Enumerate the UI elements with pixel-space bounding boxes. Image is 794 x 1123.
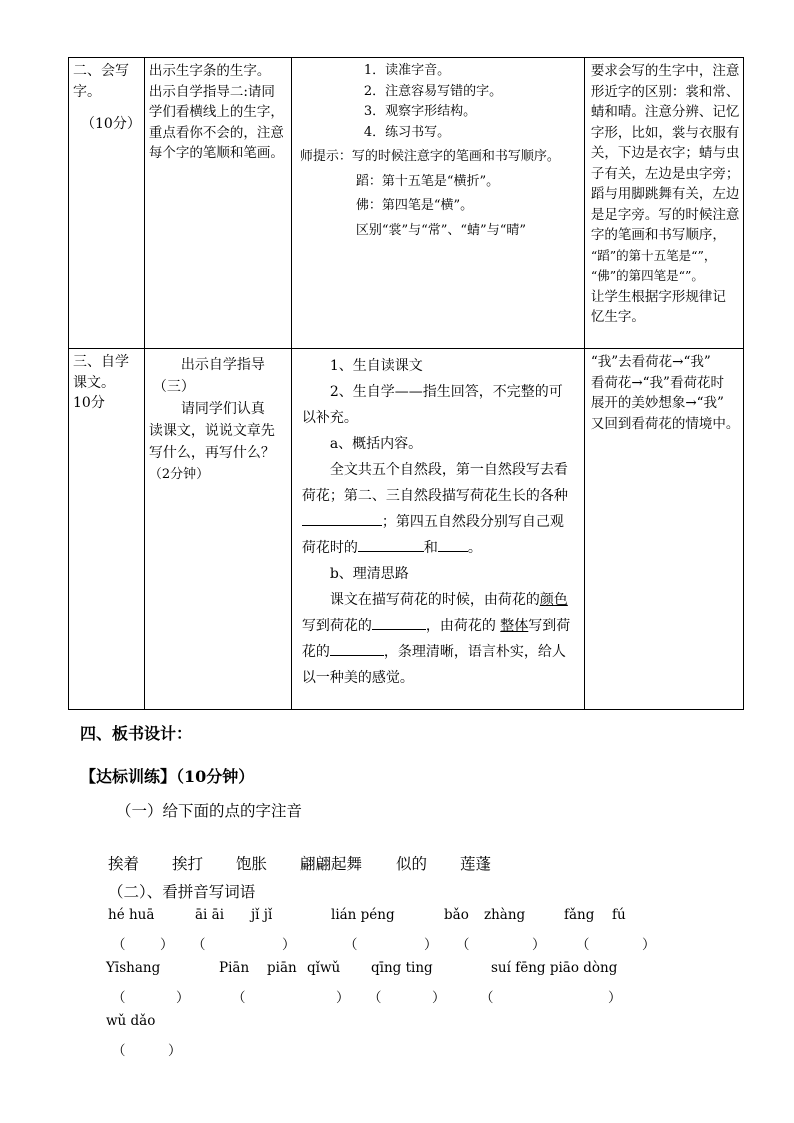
- answer-close: ）: [160, 937, 174, 953]
- fill-blank[interactable]: [358, 537, 424, 552]
- step-time: （10分）: [81, 116, 141, 132]
- text-line: 让学生根据字形规律记: [590, 288, 726, 305]
- activity-cell: [291, 58, 584, 349]
- detail-line: 蹈：第十五笔是“横折”。: [355, 173, 500, 189]
- text-line: 学们看横线上的生字，: [148, 104, 284, 120]
- text-span: ，由荷花的: [425, 618, 501, 634]
- step-item: 3．观察字形结构。: [363, 104, 477, 119]
- fill-blank[interactable]: [302, 511, 382, 526]
- pinyin: zhàng: [484, 907, 526, 923]
- word-item: 饱胀: [236, 855, 268, 873]
- text-line: 读课文，说说文章先: [148, 423, 275, 439]
- answer-open: （: [232, 990, 246, 1006]
- pinyin: hé huā: [108, 907, 155, 923]
- answer-open: （: [368, 990, 382, 1006]
- text-line: 形近字的区别：裳和常、: [590, 83, 740, 100]
- text-line: 2、生自学——指生回答，不完整的可以补充。: [301, 384, 563, 426]
- step-title: 三、自学: [73, 354, 129, 370]
- pinyin: fú: [612, 907, 626, 923]
- answer-close: ）: [424, 937, 438, 953]
- answer-open: （: [192, 937, 206, 953]
- text-line: “佛”的第四笔是“”。: [590, 268, 704, 283]
- activity-cell: [291, 349, 584, 710]
- answer-close: ）: [642, 937, 656, 953]
- step-item: 2．注意容易写错的字。: [363, 83, 503, 99]
- text-line: 要求会写的生字中，注意: [590, 63, 740, 79]
- fill-blank[interactable]: [438, 537, 468, 552]
- text-line: 每个字的笔顺和笔画。: [148, 145, 284, 161]
- lesson-table: [68, 57, 744, 710]
- step-title: 二、会写: [73, 63, 129, 79]
- pinyin: jǐ jǐ: [251, 907, 273, 923]
- text-line: 请同学们认真: [180, 401, 265, 417]
- text-span: ；第四五自然段分别写自己观荷花时的: [301, 514, 564, 556]
- text-line: 出示生字条的生字。: [148, 63, 271, 79]
- text-line: 出示自学指导: [180, 357, 265, 373]
- table-row: [69, 349, 744, 710]
- text-line: 是足字旁。写的时候注意: [590, 206, 740, 223]
- word-item: 似的: [396, 855, 428, 873]
- text-line: 子有关，左边是虫字旁；: [590, 165, 740, 182]
- section-title: 四、板书设计：: [80, 724, 193, 743]
- answer-open: （: [112, 937, 126, 953]
- notes-cell: [584, 349, 743, 710]
- notes-cell: [584, 58, 743, 349]
- detail-line: 佛：第四笔是“横”。: [355, 198, 474, 213]
- answer-close: ）: [432, 990, 446, 1006]
- pinyin: Piān: [219, 960, 250, 976]
- answer-open: （: [576, 937, 590, 953]
- text-span: 和: [423, 540, 438, 556]
- answer-open: （: [112, 990, 126, 1006]
- pinyin: bǎo: [444, 907, 469, 923]
- text-line: （2分钟）: [148, 467, 210, 482]
- text-line: 出示自学指导二:请同: [148, 83, 275, 100]
- text-line: “蹈”的第十五笔是“”，: [590, 247, 717, 263]
- question-title: （二）、看拼音写词语: [108, 883, 256, 901]
- teacher-cell: [144, 349, 291, 710]
- pinyin: qǐwǔ: [307, 960, 341, 976]
- text-span: 写到荷花的: [301, 618, 372, 634]
- step-title: 字。: [73, 83, 101, 100]
- answer-open: （: [344, 937, 358, 953]
- text-span: 。: [467, 540, 482, 556]
- text-line: 蹈与用脚跳舞有关，左边: [590, 186, 740, 202]
- text-line: 重点看你不会的，注意: [148, 124, 284, 141]
- text-span: 整体: [500, 618, 529, 634]
- answer-open: （: [480, 990, 494, 1006]
- text-line: （三）: [152, 379, 195, 395]
- text-span: 全文共五个自然段，第一自然段写去看荷花；第二、三自然段描写荷花生长的各种: [301, 462, 568, 504]
- text-line: 又回到看荷花的情境中。: [590, 415, 740, 432]
- pinyin: piān: [267, 960, 297, 976]
- text-line: 蜻和晴。注意分辨、记忆: [590, 104, 740, 120]
- pinyin: fǎng: [564, 907, 595, 923]
- step-cell: [69, 58, 145, 349]
- text-line: b、理清思路: [329, 566, 409, 582]
- pinyin: Yīshang: [106, 960, 161, 976]
- table-row: [69, 58, 744, 349]
- pinyin: lián péng: [331, 907, 395, 923]
- word-item: 莲蓬: [460, 855, 492, 873]
- word-item: 翩翩起舞: [300, 855, 363, 873]
- text-line: “我”去看荷花→“我”: [590, 354, 711, 370]
- step-title: 课文。: [73, 374, 115, 391]
- step-item: 1．读准字音。: [363, 63, 451, 78]
- fill-blank[interactable]: [372, 615, 426, 630]
- answer-close: ）: [336, 990, 350, 1006]
- pinyin: suí fēng piāo dòng: [491, 960, 618, 976]
- training-title: 【达标训练】（10分钟）: [80, 767, 255, 786]
- text-span: 写到荷花的: [301, 618, 571, 660]
- answer-close: ）: [176, 990, 190, 1006]
- word-item: 挨打: [172, 855, 204, 873]
- text-line: 1、生自读课文: [329, 358, 423, 374]
- text-span: 课文在描写荷花的时候，由荷花的: [329, 592, 540, 608]
- answer-close: ）: [532, 937, 546, 953]
- answer-open: （: [456, 937, 470, 953]
- pinyin: āi āi: [195, 907, 225, 923]
- detail-line: 区别“裳”与“常”、“蜻”与“晴”: [355, 222, 526, 238]
- text-line: 写什么，再写什么？: [148, 445, 275, 461]
- teacher-tip: 师提示：写的时候注意字的笔画和书写顺序。: [299, 149, 560, 164]
- word-item: 挨着: [108, 855, 140, 873]
- text-line: 看荷花→“我”看荷花时: [590, 374, 724, 391]
- answer-close: ）: [608, 990, 622, 1006]
- pinyin: wǔ dǎo: [106, 1013, 156, 1029]
- answer-close: ）: [168, 1043, 182, 1059]
- pinyin: qīng ting: [371, 960, 433, 976]
- fill-blank[interactable]: [330, 641, 384, 656]
- text-span: 颜色: [539, 592, 568, 608]
- text-line: 字的笔画和书写顺序，: [590, 227, 726, 243]
- answer-close: ）: [282, 937, 296, 953]
- question-title: （一）给下面的点的字注音: [116, 802, 303, 820]
- text-span: ，条理清晰，语言朴实，给人以一种美的感觉。: [301, 644, 566, 686]
- teacher-cell: [144, 58, 291, 349]
- text-line: a、概括内容。: [329, 436, 423, 452]
- text-line: 忆生字。: [590, 309, 645, 325]
- step-cell: [69, 349, 145, 710]
- text-line: 字形，比如，裳与衣服有: [590, 124, 740, 141]
- answer-open: （: [112, 1043, 126, 1059]
- step-item: 4．练习书写。: [363, 124, 451, 140]
- summary-paragraph: [302, 457, 576, 561]
- structure-paragraph: [302, 587, 576, 691]
- step-time: 10分: [73, 395, 105, 411]
- text-line: 展开的美妙想象→“我”: [590, 395, 724, 411]
- text-line: 关，下边是衣字；蜻与虫: [590, 145, 740, 161]
